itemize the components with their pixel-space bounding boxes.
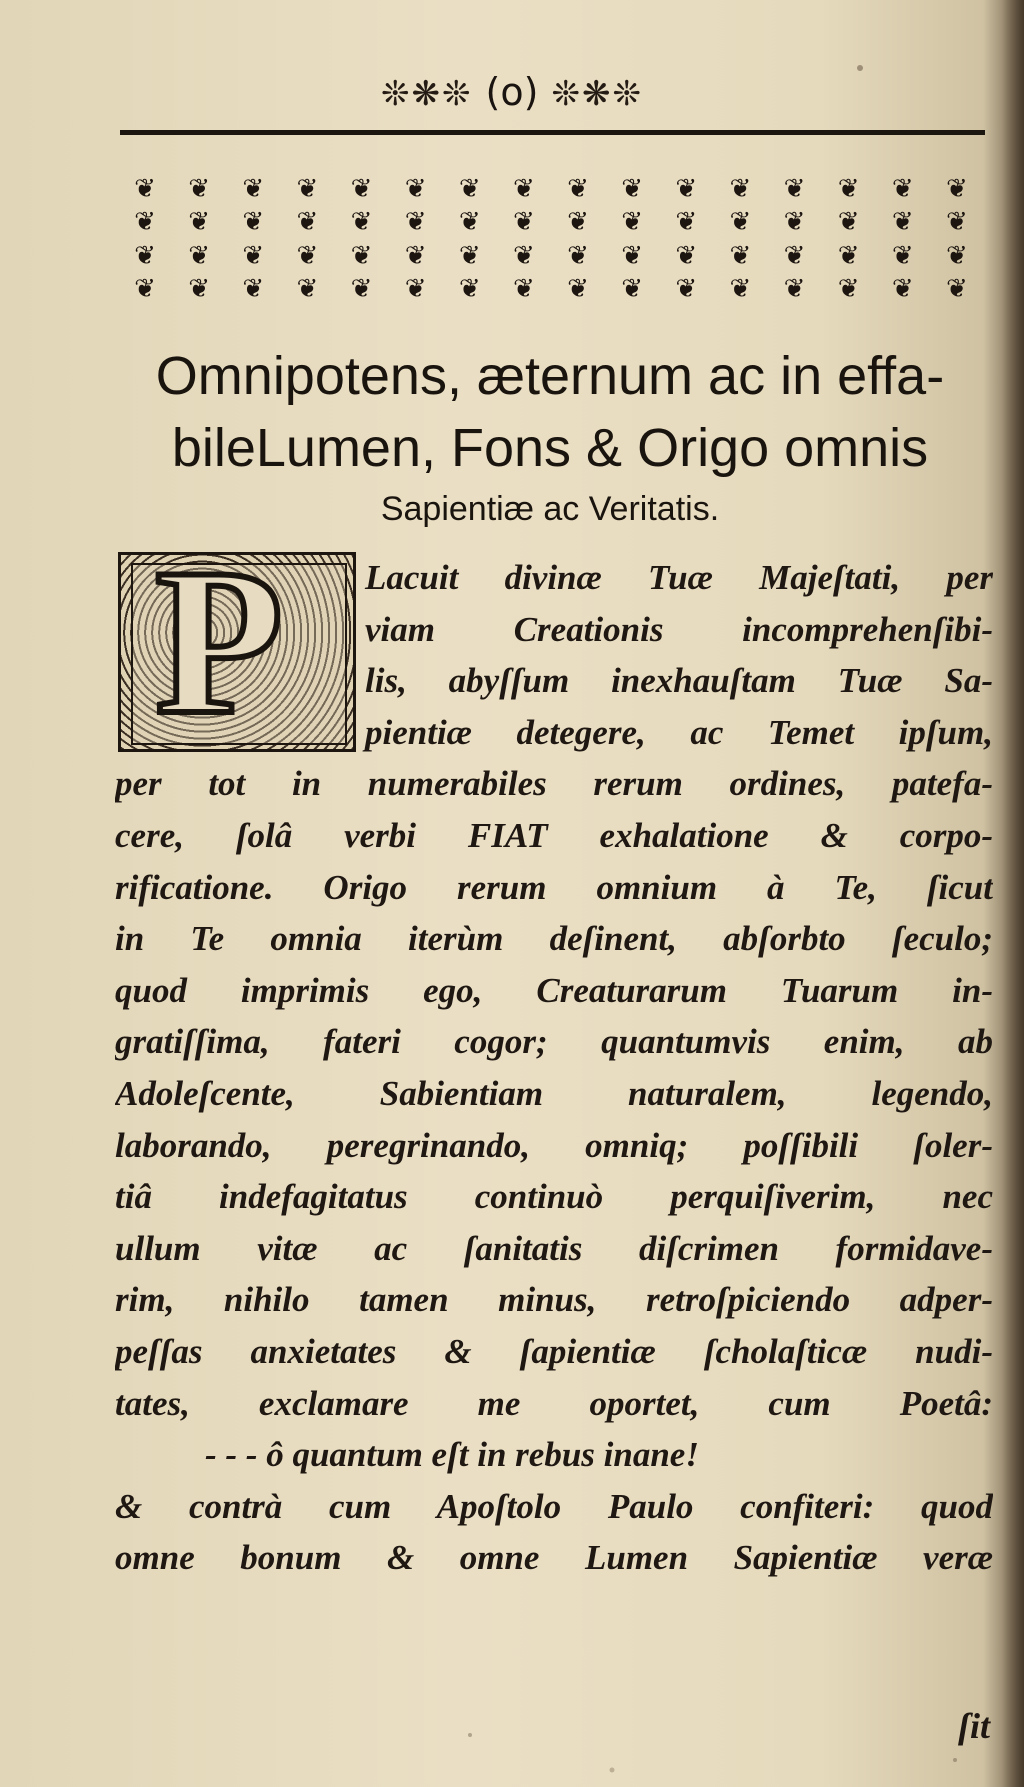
fleuron-icon: ❦	[621, 207, 644, 238]
fleuron-icon: ❦	[837, 240, 860, 271]
fleuron-icon: ❦	[134, 240, 156, 271]
header-ornament-right: ❊❋❊	[551, 74, 644, 114]
fleuron-icon: ❦	[621, 173, 644, 204]
fleuron-icon: ❦	[946, 207, 968, 238]
body-line: - - - ô quantum eſt in rebus inane!	[205, 1435, 699, 1475]
fleuron-icon: ❦	[783, 274, 806, 305]
fleuron-icon: ❦	[621, 240, 644, 271]
body-line: cere, ſolâ verbi FIAT exhalatione & corpo-	[115, 815, 993, 855]
body-line: rificatione. Origo rerum omnium à Te, ſicut	[115, 867, 993, 907]
running-header	[0, 70, 1024, 130]
fleuron-icon: ❦	[946, 240, 968, 271]
fleuron-icon: ❦	[783, 207, 806, 238]
fleuron-icon: ❦	[837, 274, 860, 305]
body-line: in Te omnia iterùm deſinent, abſorbto ſeculo;	[115, 919, 993, 959]
body-line: per tot in numerabiles rerum ordines, patefa-	[115, 764, 993, 804]
fleuron-icon: ❦	[188, 207, 211, 238]
fleuron-icon: ❦	[675, 207, 698, 238]
body-line: ullum vitæ ac ſanitatis diſcrimen formidave-	[115, 1228, 993, 1268]
fleuron-icon: ❦	[350, 207, 373, 238]
catchword: ſit	[958, 1706, 990, 1746]
fleuron-icon: ❦	[242, 207, 265, 238]
fleuron-icon: ❦	[404, 240, 427, 271]
body-line: omne bonum & omne Lumen Sapientiæ veræ	[115, 1538, 993, 1578]
fleuron-icon: ❦	[837, 207, 860, 238]
body-line: laborando, peregrinando, omniq; poſſibili ſoler-	[115, 1125, 993, 1165]
fleuron-icon: ❦	[458, 240, 481, 271]
fleuron-icon: ❦	[296, 240, 319, 271]
body-line: tates, exclamare me oportet, cum Poetâ:	[115, 1383, 993, 1423]
fleuron-icon: ❦	[729, 274, 752, 305]
body-line: Lacuit divinæ Tuæ Majeſtati, per	[365, 558, 993, 597]
body-line: & contrà cum Apoſtolo Paulo confiteri: quod	[115, 1486, 993, 1526]
body-line: viam Creationis incomprehenſibi-	[365, 609, 993, 649]
fleuron-icon: ❦	[458, 207, 481, 238]
heading-line-3: Sapientiæ ac Veritatis.	[380, 490, 720, 528]
invocation-heading	[100, 340, 1000, 534]
fleuron-icon: ❦	[404, 207, 427, 238]
fleuron-icon: ❦	[350, 240, 373, 271]
fleuron-icon: ❦	[567, 173, 589, 204]
spine-shadow	[1002, 0, 1024, 1787]
fleuron-icon: ❦	[296, 207, 319, 238]
heading-line-2: bileLumen, Fons & Origo omnis	[171, 418, 929, 478]
fleuron-icon: ❦	[242, 240, 265, 271]
fleuron-icon: ❦	[458, 173, 481, 204]
fleuron-icon: ❦	[513, 207, 535, 238]
fleuron-icon: ❦	[513, 173, 535, 204]
fleuron-icon: ❦	[350, 173, 373, 204]
fleuron-icon: ❦	[242, 173, 265, 204]
fleuron-icon: ❦	[946, 274, 968, 305]
fleuron-icon: ❦	[242, 274, 265, 305]
fleuron-icon: ❦	[567, 207, 589, 238]
fleuron-icon: ❦	[458, 274, 481, 305]
fleuron-icon: ❦	[783, 173, 806, 204]
fleuron-icon: ❦	[134, 274, 156, 305]
body-line: lis, abyſſum inexhauſtam Tuæ Sa-	[365, 661, 993, 701]
body-line: rim, nihilo tamen minus, retroſpiciendo adper-	[115, 1280, 993, 1320]
fleuron-icon: ❦	[567, 274, 589, 305]
header-rule	[120, 130, 985, 135]
fleuron-icon: ❦	[621, 274, 644, 305]
fleuron-icon: ❦	[675, 240, 698, 271]
fleuron-icon: ❦	[675, 173, 698, 204]
body-line: pientiæ detegere, ac Temet ipſum,	[365, 712, 993, 752]
body-line: gratiſſima, fateri cogor; quantumvis enim, ab	[115, 1022, 993, 1062]
fleuron-icon: ❦	[188, 240, 211, 271]
fleuron-icon: ❦	[350, 274, 373, 305]
fleuron-icon: ❦	[296, 274, 319, 305]
fleuron-icon: ❦	[567, 240, 589, 271]
fleuron-icon: ❦	[891, 173, 914, 204]
fleuron-icon: ❦	[404, 274, 427, 305]
body-line: tiâ indefagitatus continuò perquiſiverim, nec	[115, 1177, 993, 1217]
fleuron-icon: ❦	[134, 173, 156, 204]
body-line: Adoleſcente, Sabientiam naturalem, legendo,	[115, 1073, 993, 1113]
fleuron-icon: ❦	[513, 240, 535, 271]
body-line: quod imprimis ego, Creaturarum Tuarum in-	[115, 970, 993, 1010]
fleuron-icon: ❦	[729, 240, 752, 271]
drop-cap-letter: P	[155, 552, 284, 752]
fleuron-icon: ❦	[296, 173, 319, 204]
body-line: peſſas anxietates & ſapientiæ ſcholaſticæ nudi-	[115, 1331, 993, 1371]
page-number: (o)	[485, 70, 539, 114]
heading-line-1: Omnipotens, æternum ac in effa-	[155, 346, 945, 406]
header-ornament-left: ❊❋❊	[380, 74, 473, 114]
fleuron-icon: ❦	[891, 207, 914, 238]
fleuron-icon: ❦	[837, 173, 860, 204]
fleuron-icon: ❦	[729, 173, 752, 204]
fleuron-icon: ❦	[891, 274, 914, 305]
fleuron-icon: ❦	[675, 274, 698, 305]
fleuron-icon: ❦	[946, 173, 968, 204]
fleuron-icon: ❦	[783, 240, 806, 271]
fleuron-icon: ❦	[188, 173, 211, 204]
fleuron-icon: ❦	[513, 274, 535, 305]
fleuron-icon: ❦	[891, 240, 914, 271]
fleuron-icon: ❦	[729, 207, 752, 238]
fleuron-band	[118, 172, 984, 306]
fleuron-icon: ❦	[188, 274, 211, 305]
fleuron-icon: ❦	[134, 207, 156, 238]
decorated-initial	[118, 552, 356, 752]
fleuron-icon: ❦	[404, 173, 427, 204]
